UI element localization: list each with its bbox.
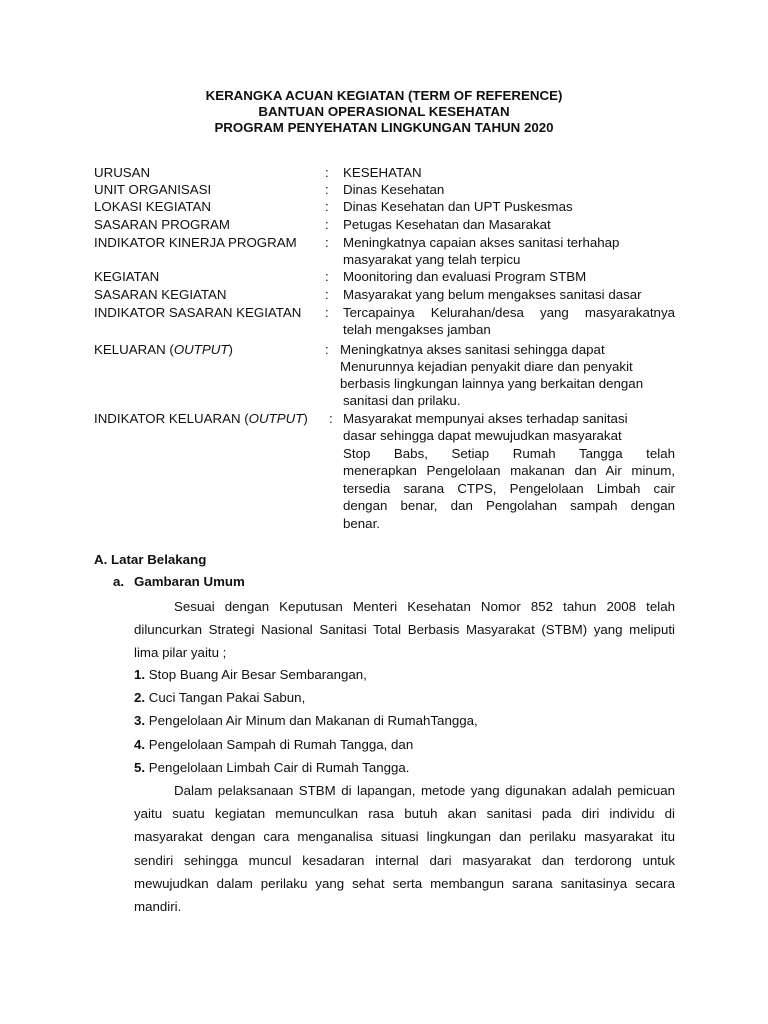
- field-value-sasaran-program: Petugas Kesehatan dan Masarakat: [343, 217, 551, 232]
- field-value-indikator-keluaran-line-1: Masyarakat mempunyai akses terhadap sanitasi: [343, 411, 628, 426]
- field-colon: :: [325, 287, 329, 302]
- field-value-indikator-keluaran-line-6: dengan benar, dan Pengolahan sampah dengan: [343, 498, 675, 513]
- field-colon: :: [329, 411, 333, 426]
- field-value-indikator-keluaran-line-5: tersedia sarana CTPS, Pengelolaan Limbah cair: [343, 481, 675, 496]
- paragraph-intro: Sesuai dengan Keputusan Menteri Kesehatan Nomor 852 tahun 2008 telah diluncurkan Strategi Nasional Sanitasi Total Berbasis Masyarakat (STBM) yang meliputi lima pilar yaitu ;: [134, 599, 675, 661]
- field-value-keluaran-line-1: Meningkatnya akses sanitasi sehingga dapat: [340, 342, 605, 357]
- field-value-indikator-keluaran-line-2: dasar sehingga dapat mewujudkan masyarakat: [343, 428, 622, 443]
- field-label-kegiatan: KEGIATAN: [94, 269, 160, 284]
- field-colon: :: [325, 182, 329, 197]
- field-label-indikator-keluaran: [94, 410, 308, 428]
- field-colon: :: [325, 305, 329, 320]
- list-item: [134, 733, 413, 756]
- field-label-keluaran: [94, 341, 233, 359]
- list-item: [134, 709, 478, 732]
- field-colon: :: [325, 342, 329, 357]
- doc-title-line-1: KERANGKA ACUAN KEGIATAN (TERM OF REFERENCE): [205, 88, 563, 103]
- field-label-keluaran-pre: KELUARAN (: [94, 342, 174, 357]
- field-colon: :: [325, 217, 329, 232]
- field-colon: :: [325, 235, 329, 250]
- list-item-text: Pengelolaan Air Minum dan Makanan di RumahTangga,: [148, 713, 478, 728]
- field-value-keluaran-line-4: sanitasi dan prilaku.: [343, 393, 461, 408]
- list-item-text: Pengelolaan Limbah Cair di Rumah Tangga.: [148, 760, 410, 775]
- field-value-unit-organisasi: Dinas Kesehatan: [343, 182, 445, 197]
- doc-title-line-2: BANTUAN OPERASIONAL KESEHATAN: [258, 104, 510, 119]
- list-item: [134, 663, 367, 686]
- field-label-sasaran-program: SASARAN PROGRAM: [94, 217, 230, 232]
- field-value-urusan: KESEHATAN: [343, 165, 422, 180]
- paragraph-pemicuan: Dalam pelaksanaan STBM di lapangan, metode yang digunakan adalah pemicuan yaitu suatu kegiatan memunculkan rasa butuh akan sanitasi pada diri individu di masyarakat dengan cara menganalisa situasi lingkungan dan perilaku masyarakat itu sendiri sehingga muncul kesadaran internal dari masyarakat dan terdorong untuk mewujudkan dalam perilaku yang sehat serta membangun sarana sanitasinya secara mandiri.: [134, 783, 675, 915]
- list-item-text: Stop Buang Air Besar Sembarangan,: [148, 667, 367, 682]
- field-label-sasaran-kegiatan: SASARAN KEGIATAN: [94, 287, 227, 302]
- field-value-kegiatan: Moonitoring dan evaluasi Program STBM: [343, 269, 587, 284]
- list-item-number: 2.: [134, 690, 146, 705]
- field-label-indikator-kinerja-program: INDIKATOR KINERJA PROGRAM: [94, 235, 297, 250]
- field-label-urusan: URUSAN: [94, 165, 151, 180]
- field-colon: :: [325, 165, 329, 180]
- field-label-unit-organisasi: UNIT ORGANISASI: [94, 182, 212, 197]
- subsection-heading-gambaran-umum: Gambaran Umum: [134, 574, 245, 589]
- field-value-indikator-sasaran-kegiatan-line-1: Tercapainya Kelurahan/desa yang masyarakatnya: [343, 305, 675, 320]
- list-item-number: 4.: [134, 737, 146, 752]
- doc-title-line-3: PROGRAM PENYEHATAN LINGKUNGAN TAHUN 2020: [214, 120, 554, 135]
- field-value-indikator-kinerja-program-line-1: Meningkatnya capaian akses sanitasi terhahap: [343, 235, 620, 250]
- field-value-sasaran-kegiatan: Masyarakat yang belum mengakses sanitasi dasar: [343, 287, 642, 302]
- list-item-number: 3.: [134, 713, 146, 728]
- field-value-keluaran-line-2: Menurunnya kejadian penyakit diare dan penyakit: [340, 359, 633, 374]
- field-value-indikator-keluaran-line-7: benar.: [343, 516, 380, 531]
- list-item: [134, 756, 410, 779]
- field-value-keluaran-line-3: berbasis lingkungan lainnya yang berkaitan dengan: [340, 376, 644, 391]
- field-label-lokasi-kegiatan: LOKASI KEGIATAN: [94, 199, 211, 214]
- subsection-marker: a.: [113, 574, 125, 589]
- section-heading-latar-belakang: A. Latar Belakang: [94, 552, 207, 567]
- field-value-lokasi-kegiatan: Dinas Kesehatan dan UPT Puskesmas: [343, 199, 573, 214]
- field-label-indikator-keluaran-pre: INDIKATOR KELUARAN (: [94, 411, 249, 426]
- field-colon: :: [325, 269, 329, 284]
- field-value-indikator-sasaran-kegiatan-line-2: telah mengakses jamban: [343, 322, 491, 337]
- list-item-text: Pengelolaan Sampah di Rumah Tangga, dan: [148, 737, 414, 752]
- field-label-indikator-keluaran-em: OUTPUT: [248, 411, 304, 426]
- field-label-keluaran-post: ): [228, 342, 233, 357]
- field-colon: :: [325, 199, 329, 214]
- list-item-number: 1.: [134, 667, 146, 682]
- field-value-indikator-keluaran-line-4: menerapkan Pengelolaan makanan dan Air minum,: [343, 463, 675, 478]
- field-label-indikator-keluaran-post: ): [303, 411, 308, 426]
- field-value-indikator-keluaran-line-3: Stop Babs, Setiap Rumah Tangga telah: [343, 446, 675, 461]
- field-label-indikator-sasaran-kegiatan: INDIKATOR SASARAN KEGIATAN: [94, 305, 302, 320]
- list-item: [134, 686, 305, 709]
- list-item-number: 5.: [134, 760, 146, 775]
- field-value-indikator-kinerja-program-line-2: masyarakat yang telah terpicu: [343, 252, 521, 267]
- list-item-text: Cuci Tangan Pakai Sabun,: [148, 690, 306, 705]
- field-label-keluaran-em: OUTPUT: [173, 342, 229, 357]
